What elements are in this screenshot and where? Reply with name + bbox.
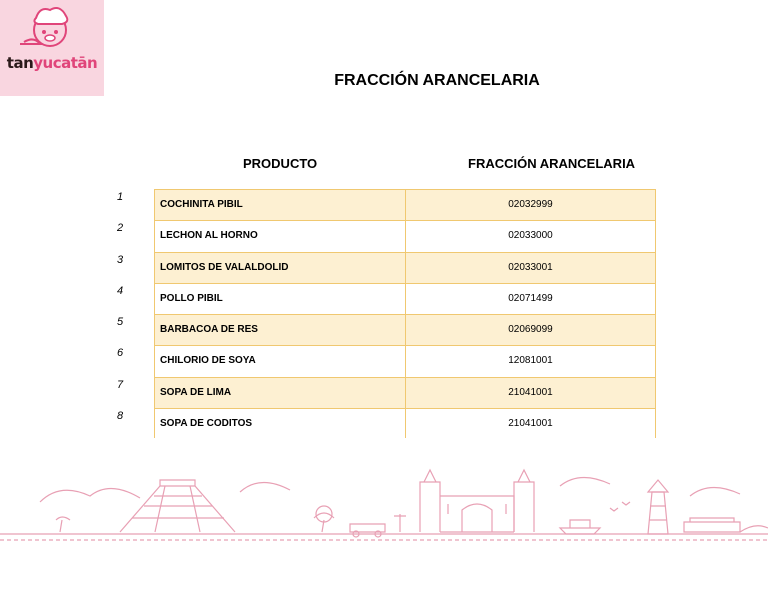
- table-row: [112, 252, 656, 283]
- logo-wordmark: [0, 54, 104, 72]
- logo-text-part2: yucatān: [33, 54, 98, 72]
- yucatan-skyline-illustration: [0, 462, 768, 550]
- row-number: 2: [117, 222, 124, 235]
- table-row: [112, 283, 656, 314]
- row-number: 4: [117, 284, 124, 297]
- tariff-table: [112, 189, 656, 439]
- product-cell: POLLO PIBIL: [154, 283, 405, 314]
- row-number: 6: [117, 347, 124, 360]
- chef-pig-icon: [0, 0, 104, 60]
- product-cell: LOMITOS DE VALALDOLID: [154, 252, 405, 283]
- fraction-cell: 02033001: [405, 252, 656, 283]
- table-row: [112, 314, 656, 345]
- table-row: [112, 220, 656, 251]
- page-title: FRACCIÓN ARANCELARIA: [334, 72, 540, 89]
- fraction-cell: 21041001: [405, 408, 656, 438]
- fraction-cell: 21041001: [405, 377, 656, 408]
- row-number: 1: [117, 191, 124, 203]
- fraction-cell: 02032999: [405, 189, 656, 220]
- table-row: [112, 408, 656, 439]
- fraction-cell: 02033000: [405, 220, 656, 251]
- table-row: [112, 345, 656, 376]
- product-cell: SOPA DE LIMA: [154, 377, 405, 408]
- product-cell: CHILORIO DE SOYA: [154, 345, 405, 376]
- column-header-fraction: FRACCIÓN ARANCELARIA: [468, 156, 636, 171]
- row-number: 3: [117, 253, 124, 266]
- product-cell: BARBACOA DE RES: [154, 314, 405, 345]
- table-row: [112, 377, 656, 408]
- column-header-product: PRODUCTO: [243, 156, 318, 171]
- row-number: 5: [117, 316, 124, 329]
- row-number: 7: [117, 378, 124, 391]
- product-cell: COCHINITA PIBIL: [154, 189, 405, 220]
- fraction-cell: 02071499: [405, 283, 656, 314]
- row-number: 8: [117, 410, 124, 423]
- product-cell: SOPA DE CODITOS: [154, 408, 405, 438]
- fraction-cell: 02069099: [405, 314, 656, 345]
- product-cell: LECHON AL HORNO: [154, 220, 405, 251]
- table-row: [112, 189, 656, 220]
- logo-text-part1: tan: [6, 54, 34, 72]
- fraction-cell: 12081001: [405, 345, 656, 376]
